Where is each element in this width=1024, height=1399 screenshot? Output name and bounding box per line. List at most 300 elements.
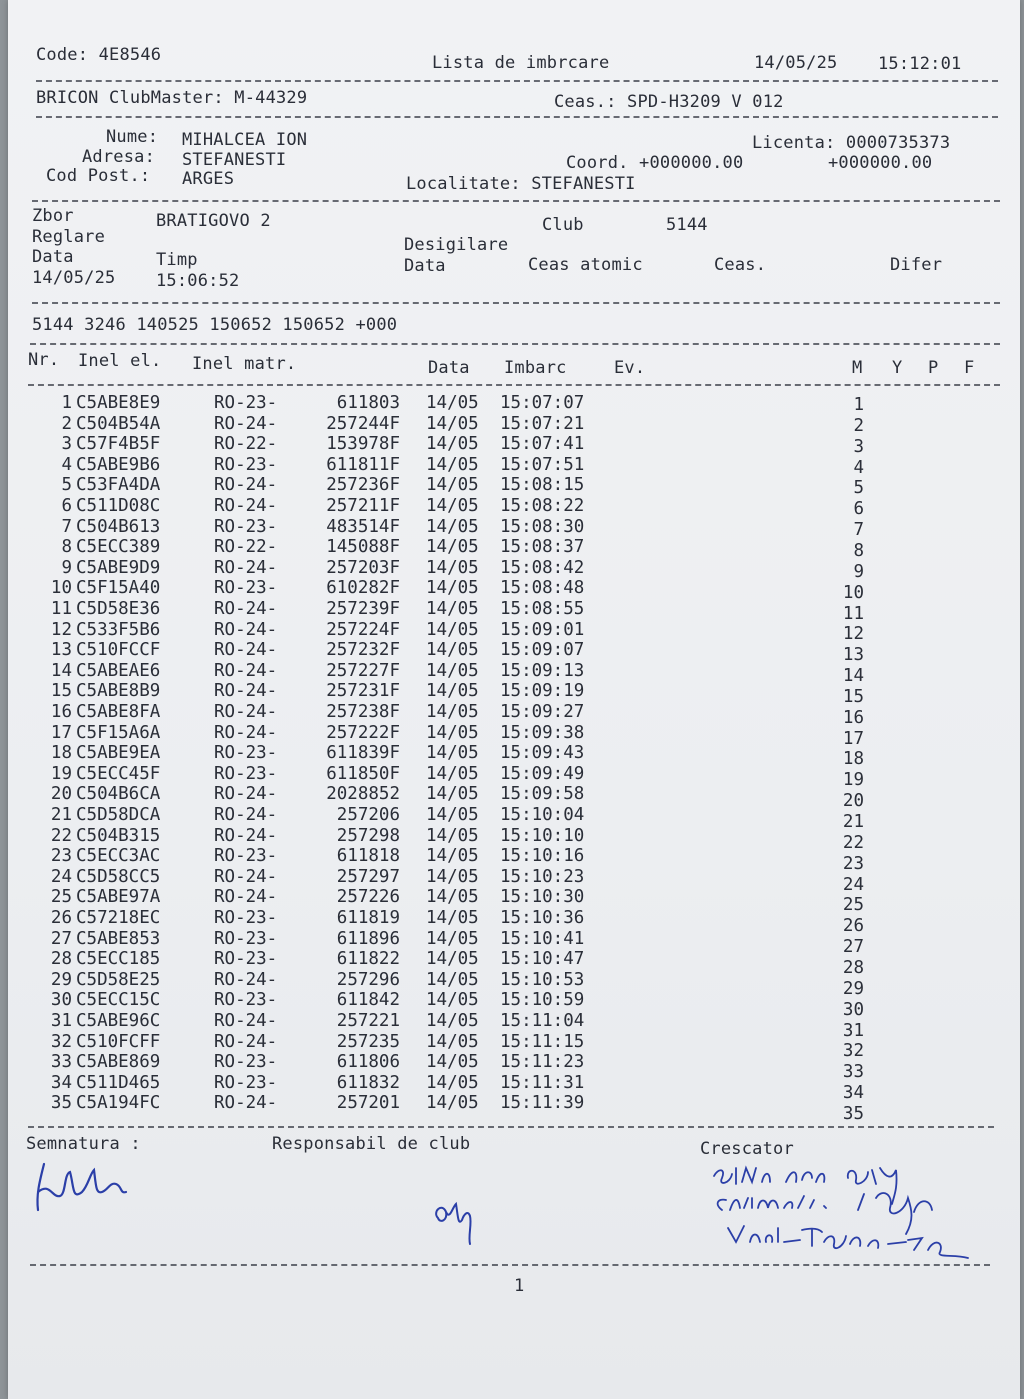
ring-number: 611803 [336,393,400,413]
entry-date: 14/05 [426,454,479,475]
row-number: 29 [50,969,72,990]
electronic-ring: C53FA4DA [76,475,161,496]
ring-number: 257235 [336,1031,400,1052]
entry-time: 15:08:37 [500,537,585,558]
row-number: 32 [50,1031,72,1052]
ring-number: 257226 [336,887,400,908]
electronic-ring: C5D58E25 [76,969,161,990]
position: 35 [842,1103,864,1124]
entry-date: 14/05 [426,887,479,908]
row-number: 25 [50,887,72,908]
entry-date: 14/05 [426,475,479,496]
divider [36,80,998,82]
ring-prefix: RO-22- [214,434,278,455]
entry-date: 14/05 [426,681,479,702]
electronic-ring: C504B54A [76,413,161,434]
entry-date: 14/05 [426,496,479,516]
table-row [8,1093,1020,1124]
table-row [8,640,1020,666]
ring-number: 257296 [336,969,400,990]
col-nr: Nr. [28,350,60,370]
position: 2 [853,415,864,436]
entry-time: 15:08:30 [500,516,585,537]
entry-time: 15:11:23 [500,1052,585,1073]
entry-time: 15:07:07 [500,393,585,413]
owner-address: STEFANESTI [182,150,287,170]
entry-time: 15:11:15 [500,1031,585,1052]
address-label: Adresa: [82,147,156,167]
electronic-ring: C5ABE8E9 [76,393,161,413]
row-number: 3 [61,434,72,455]
reglare-label: Reglare [32,227,106,247]
position: 5 [853,478,864,499]
table-row [8,784,1020,812]
position: 24 [842,874,864,895]
table-row [8,414,1020,435]
entry-date: 14/05 [426,702,479,722]
position: 27 [842,937,864,958]
entry-time: 15:10:36 [500,908,585,928]
row-number: 8 [61,537,72,558]
ring-number: 2028852 [326,784,400,805]
signature-owner [30,1152,140,1226]
col-ev: Ev. [614,358,646,378]
owner-postcode: ARGES [182,169,235,189]
position: 16 [842,707,864,728]
table-row [8,455,1020,476]
entry-time: 15:10:47 [500,949,585,970]
entry-date: 14/05 [426,969,479,990]
ring-number: 257211F [326,496,400,516]
ring-prefix: RO-24- [214,1031,278,1052]
col-p: P [928,358,939,378]
table-row [8,1011,1020,1041]
ring-number: 257231F [326,681,400,702]
position: 4 [853,457,864,478]
ring-number: 611822 [336,949,400,970]
ring-number: 257236F [326,475,400,496]
timp-label: Timp [156,250,198,270]
col-y: Y [892,358,903,378]
ring-number: 257238F [326,702,400,722]
ceas-label: Ceas. [714,255,767,275]
table-row [8,949,1020,978]
entry-date: 14/05 [426,825,479,846]
entry-time: 15:10:59 [500,990,585,1011]
row-number: 30 [50,990,72,1011]
position: 22 [842,832,864,853]
entry-time: 15:11:39 [500,1093,585,1114]
entry-time: 15:07:41 [500,434,585,455]
row-number: 2 [61,413,72,434]
electronic-ring: C5ABE9D9 [76,557,161,578]
table-row [8,887,1020,916]
ring-number: 257221 [336,1011,400,1031]
entry-time: 15:08:42 [500,557,585,578]
table-row [8,557,1020,582]
entry-date: 14/05 [426,619,479,640]
position: 9 [853,561,864,582]
position: 3 [853,436,864,457]
table-row [8,475,1020,499]
position: 11 [842,603,864,624]
position: 8 [853,540,864,561]
table-row [8,516,1020,541]
entry-time: 15:08:15 [500,475,585,496]
name-label: Nume: [106,127,159,147]
entry-time: 15:10:04 [500,805,585,825]
row-number: 23 [50,846,72,867]
ring-number: 611842 [336,990,400,1011]
ring-number: 610282F [326,578,400,599]
entry-date: 14/05 [426,928,479,949]
row-number: 15 [50,681,72,702]
electronic-ring: C5ABE97A [76,887,161,908]
flight-name: BRATIGOVO 2 [156,211,271,231]
divider [32,302,1000,304]
col-f: F [964,358,975,378]
entry-time: 15:10:23 [500,866,585,887]
position: 28 [842,957,864,978]
ring-number: 611896 [336,928,400,949]
entry-time: 15:10:30 [500,887,585,908]
entry-time: 15:07:51 [500,454,585,475]
ring-number: 257244F [326,413,400,434]
ring-number: 257297 [336,866,400,887]
licence: Licenta: 0000735373 [752,133,951,153]
electronic-ring: C5D58E36 [76,599,161,619]
position: 21 [842,812,864,832]
entry-date: 14/05 [426,908,479,928]
row-number: 6 [61,496,72,516]
electronic-ring: C5ECC389 [76,537,161,558]
entry-time: 15:09:58 [500,784,585,805]
ring-number: 257298 [336,825,400,846]
ring-number: 257222F [326,722,400,743]
entry-date: 14/05 [426,1093,479,1114]
coord: Coord. +000000.00 [566,153,744,173]
table-row [8,681,1020,707]
ring-prefix: RO-23- [214,928,278,949]
ring-prefix: RO-24- [214,619,278,640]
document-page [8,0,1020,1399]
entry-time: 15:08:48 [500,578,585,599]
entry-date: 14/05 [426,1011,479,1031]
electronic-ring: C504B613 [76,516,161,537]
ring-prefix: RO-24- [214,1011,278,1031]
table-row [8,763,1020,791]
signature-label: Semnatura : [26,1134,141,1154]
position: 30 [842,999,864,1020]
entry-date: 14/05 [426,660,479,681]
entry-time: 15:07:21 [500,413,585,434]
entry-date: 14/05 [426,1031,479,1052]
position: 10 [842,582,864,603]
table-row [8,990,1020,1020]
ring-prefix: RO-23- [214,990,278,1011]
row-number: 34 [50,1072,72,1093]
row-number: 5 [61,475,72,496]
ring-prefix: RO-23- [214,763,278,784]
ring-number: 611819 [336,908,400,928]
ring-prefix: RO-24- [214,1093,278,1114]
electronic-ring: C511D465 [76,1072,161,1093]
electronic-ring: C57218EC [76,908,161,928]
col-imbarc: Imbarc [504,358,567,378]
entry-time: 15:09:49 [500,763,585,784]
ring-prefix: RO-23- [214,846,278,867]
position: 6 [853,499,864,520]
ceas-atomic-label: Ceas atomic [528,255,643,275]
reglare-date: 14/05/25 [32,268,116,288]
electronic-ring: C5D58CC5 [76,866,161,887]
col-m: M [852,358,863,378]
divider [36,116,998,118]
entry-time: 15:10:16 [500,846,585,867]
entry-date: 14/05 [426,578,479,599]
electronic-ring: C5ABE9EA [76,743,161,764]
divider [32,200,1000,202]
difer-label: Difer [890,255,943,275]
table-row [8,722,1020,749]
entry-date: 14/05 [426,763,479,784]
divider [28,384,1000,386]
electronic-ring: C5ABE8B9 [76,681,161,702]
table-row [8,825,1020,853]
ring-prefix: RO-24- [214,722,278,743]
table-row [8,619,1020,645]
row-number: 19 [50,763,72,784]
position: 31 [842,1020,864,1041]
entry-time: 15:09:43 [500,743,585,764]
row-number: 1 [61,393,72,413]
row-number: 16 [50,702,72,722]
electronic-ring: C5F15A6A [76,722,161,743]
zbor-label: Zbor [32,206,74,226]
entry-time: 15:09:13 [500,660,585,681]
ring-prefix: RO-23- [214,1072,278,1093]
electronic-ring: C5ECC15C [76,990,161,1011]
club-label: Club [542,215,584,235]
coord2: +000000.00 [828,153,933,173]
table-row [8,805,1020,832]
row-number: 4 [61,454,72,475]
code-line: 5144 3246 140525 150652 150652 +000 [32,315,398,335]
ring-number: 257224F [326,619,400,640]
table-row [8,537,1020,561]
ring-prefix: RO-24- [214,866,278,887]
club-code: 5144 [666,215,708,235]
table-row [8,434,1020,455]
ring-prefix: RO-23- [214,908,278,928]
ring-number: 611832 [336,1072,400,1093]
electronic-ring: C510FCFF [76,1031,161,1052]
ring-number: 257227F [326,660,400,681]
locality: Localitate: STEFANESTI [406,174,636,194]
ring-prefix: RO-24- [214,413,278,434]
entry-date: 14/05 [426,784,479,805]
entry-time: 15:10:10 [500,825,585,846]
owner-name: MIHALCEA ION [182,130,308,150]
electronic-ring: C5ABE96C [76,1011,161,1031]
doc-code: Code: 4E8546 [36,45,162,65]
clock-id: Ceas.: SPD-H3209 V 012 [554,92,784,112]
entry-date: 14/05 [426,743,479,764]
entry-date: 14/05 [426,1072,479,1093]
print-time: 15:12:01 [878,54,962,74]
divider [28,1126,994,1128]
row-number: 22 [50,825,72,846]
row-number: 14 [50,660,72,681]
entry-date: 14/05 [426,640,479,661]
entry-time: 15:08:22 [500,496,585,516]
table-row [8,393,1020,414]
ring-prefix: RO-23- [214,1052,278,1073]
electronic-ring: C57F4B5F [76,434,161,455]
entry-date: 14/05 [426,537,479,558]
electronic-ring: C5ECC45F [76,763,161,784]
electronic-ring: C5F15A40 [76,578,161,599]
entry-time: 15:08:55 [500,599,585,619]
position: 18 [842,749,864,770]
position: 29 [842,978,864,999]
row-number: 10 [50,578,72,599]
position: 15 [842,686,864,707]
position: 26 [842,916,864,937]
ring-number: 257201 [336,1093,400,1114]
ring-prefix: RO-24- [214,969,278,990]
col-inel-el: Inel el. [78,351,162,371]
table-row [8,908,1020,937]
system-id: BRICON ClubMaster: M-44329 [36,88,308,108]
position: 32 [842,1041,864,1062]
entry-date: 14/05 [426,413,479,434]
table-row [8,846,1020,874]
table-row [8,660,1020,687]
position: 14 [842,666,864,687]
ring-prefix: RO-24- [214,660,278,681]
entry-date: 14/05 [426,722,479,743]
divider [30,343,1000,345]
entry-date: 14/05 [426,1052,479,1073]
entry-time: 15:11:31 [500,1072,585,1093]
ring-prefix: RO-24- [214,475,278,496]
table-row [8,1031,1020,1062]
entry-time: 15:10:53 [500,969,585,990]
ring-prefix: RO-24- [214,557,278,578]
doc-title: Lista de imbrcare [432,53,610,73]
entry-time: 15:10:41 [500,928,585,949]
entry-time: 15:09:07 [500,640,585,661]
row-number: 26 [50,908,72,928]
entry-time: 15:11:04 [500,1011,585,1031]
electronic-ring: C504B6CA [76,784,161,805]
breeder-handwriting [708,1158,988,1287]
print-date: 14/05/25 [754,53,838,73]
entry-date: 14/05 [426,949,479,970]
ring-prefix: RO-23- [214,743,278,764]
entry-date: 14/05 [426,557,479,578]
position: 13 [842,645,864,666]
ring-number: 257239F [326,599,400,619]
ring-number: 483514F [326,516,400,537]
signature-club [428,1190,488,1254]
ring-number: 611811F [326,454,400,475]
entry-date: 14/05 [426,516,479,537]
entry-time: 15:09:19 [500,681,585,702]
table-row [8,599,1020,624]
table-row [8,928,1020,958]
position: 23 [842,853,864,874]
entry-date: 14/05 [426,393,479,413]
electronic-ring: C510FCCF [76,640,161,661]
position: 12 [842,624,864,645]
entry-date: 14/05 [426,846,479,867]
entry-date: 14/05 [426,805,479,825]
table-row [8,743,1020,770]
table-row [8,578,1020,603]
ring-prefix: RO-24- [214,681,278,702]
data-label: Data [32,247,74,267]
row-number: 21 [50,805,72,825]
row-number: 7 [61,516,72,537]
ring-prefix: RO-23- [214,454,278,475]
table-row [8,496,1020,520]
row-number: 12 [50,619,72,640]
electronic-ring: C5ABE8FA [76,702,161,722]
ring-prefix: RO-24- [214,784,278,805]
entry-date: 14/05 [426,866,479,887]
row-number: 31 [50,1011,72,1031]
position: 7 [853,520,864,541]
col-inel-matr: Inel matr. [192,354,297,374]
ring-number: 611839F [326,743,400,764]
ring-prefix: RO-24- [214,496,278,516]
position: 20 [842,791,864,812]
electronic-ring: C5ECC3AC [76,846,161,867]
entry-time: 15:09:01 [500,619,585,640]
row-number: 9 [61,557,72,578]
position: 25 [842,895,864,916]
position: 19 [842,770,864,791]
electronic-ring: C5ABE853 [76,928,161,949]
entry-time: 15:09:27 [500,702,585,722]
position: 17 [842,728,864,749]
row-number: 33 [50,1052,72,1073]
reglare-time: 15:06:52 [156,271,240,291]
electronic-ring: C5D58DCA [76,805,161,825]
row-number: 20 [50,784,72,805]
ring-prefix: RO-24- [214,825,278,846]
ring-prefix: RO-22- [214,537,278,558]
position: 34 [842,1083,864,1104]
breeder-label: Crescator [700,1139,794,1159]
ring-prefix: RO-24- [214,702,278,722]
ring-number: 145088F [326,537,400,558]
position: 33 [842,1062,864,1083]
row-number: 13 [50,640,72,661]
row-number: 24 [50,866,72,887]
entry-time: 15:09:38 [500,722,585,743]
row-number: 28 [50,949,72,970]
ring-number: 611850F [326,763,400,784]
row-number: 17 [50,722,72,743]
electronic-ring: C5ABE869 [76,1052,161,1073]
ring-prefix: RO-23- [214,578,278,599]
ring-prefix: RO-24- [214,599,278,619]
desigilare-label: Desigilare [404,235,509,255]
ring-number: 257232F [326,640,400,661]
